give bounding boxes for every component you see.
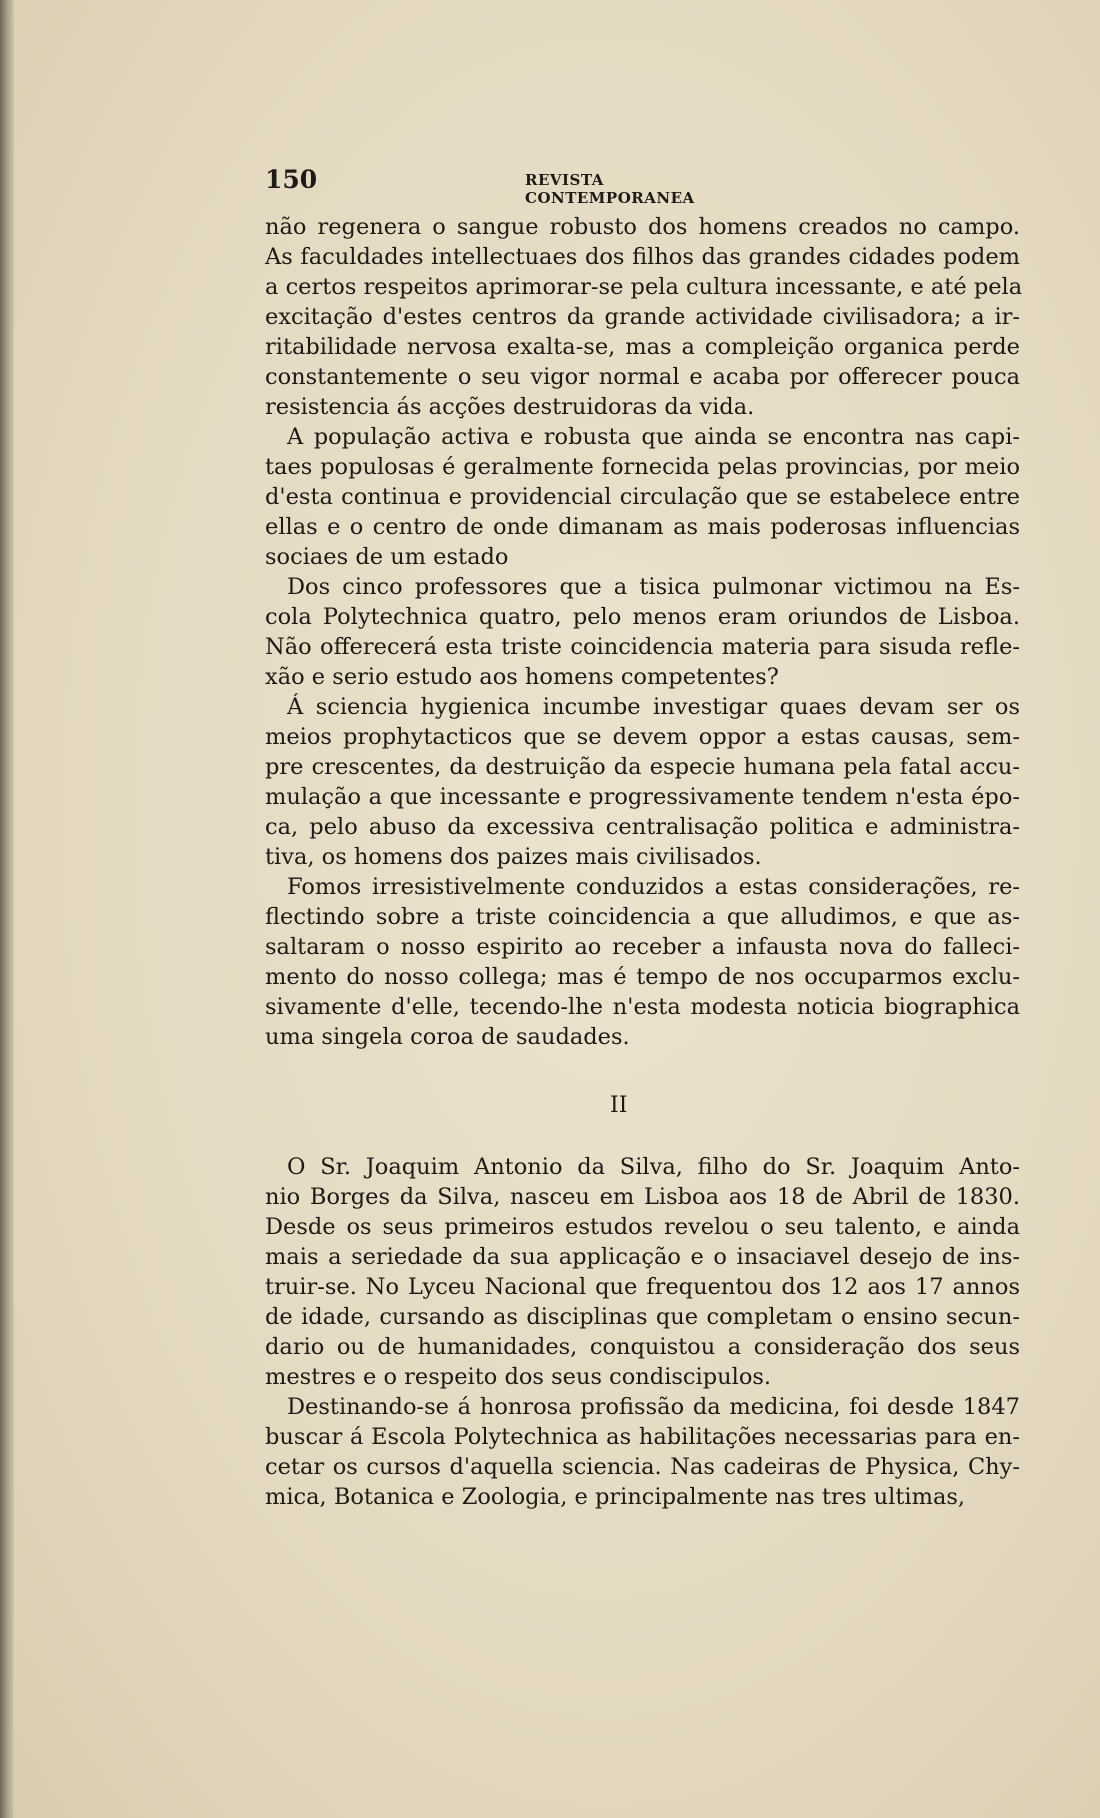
text-line: saltaram o nosso espirito ao receber a infausta nova do falleci- — [265, 934, 1020, 960]
text-line: Dos cinco professores que a tisica pulmonar victimou na Es- — [287, 574, 1020, 600]
page-header — [265, 165, 775, 207]
text-line: dario ou de humanidades, conquistou a consideração dos seus — [265, 1334, 1020, 1360]
paragraph — [265, 1392, 1020, 1512]
text-line: Não offerecerá esta triste coincidencia materia para sisuda refle- — [265, 634, 1020, 660]
paragraph — [265, 692, 1020, 872]
text-line: ellas e o centro de onde dimanam as mais poderosas influencias — [265, 514, 1020, 540]
text-line: mestres e o respeito dos seus condiscipulos. — [265, 1364, 772, 1390]
text-line: sivamente d'elle, tecendo-lhe n'esta modesta noticia biographica — [265, 994, 1020, 1020]
text-line: a certos respeitos aprimorar-se pela cultura incessante, e até pela — [265, 274, 1023, 300]
paragraph — [265, 872, 1020, 1052]
text-line: nio Borges da Silva, nasceu em Lisboa aos 18 de Abril de 1830. — [265, 1184, 1020, 1210]
text-line: buscar á Escola Polytechnica as habilitações necessarias para en- — [265, 1424, 1020, 1450]
text-line: constantemente o seu vigor normal e acaba por offerecer pouca — [265, 364, 1020, 390]
text-line: uma singela coroa de saudades. — [265, 1024, 630, 1050]
page-number: 150 — [265, 165, 318, 194]
text-line: ritabilidade nervosa exalta-se, mas a compleição organica perde — [265, 334, 1020, 360]
text-line: O Sr. Joaquim Antonio da Silva, filho do Sr. Joaquim Anto- — [287, 1154, 1020, 1180]
text-line: Á sciencia hygienica incumbe investigar quaes devam ser os — [287, 694, 1020, 720]
section-heading: II — [610, 1093, 628, 1118]
text-line: mica, Botanica e Zoologia, e principalmente nas tres ultimas, — [265, 1484, 966, 1510]
text-line: A população activa e robusta que ainda se encontra nas capi- — [287, 424, 1020, 450]
text-line: Destinando-se á honrosa profissão da medicina, foi desde 1847 — [287, 1394, 1020, 1420]
text-line: cetar os cursos d'aquella sciencia. Nas cadeiras de Physica, Chy- — [265, 1454, 1020, 1480]
text-line: d'esta continua e providencial circulação que se estabelece entre — [265, 484, 1020, 510]
text-line: pre crescentes, da destruição da especie humana pela fatal accu- — [265, 754, 1020, 780]
text-line: não regenera o sangue robusto dos homens creados no campo. — [265, 214, 1020, 240]
text-line: resistencia ás acções destruidoras da vida. — [265, 394, 755, 420]
text-line: cola Polytechnica quatro, pelo menos eram oriundos de Lisboa. — [265, 604, 1020, 630]
page-binding-edge — [0, 0, 14, 1818]
paragraph — [265, 212, 1023, 422]
text-line: mais a seriedade da sua applicação e o insaciavel desejo de ins- — [265, 1244, 1020, 1270]
text-line: xão e serio estudo aos homens competentes? — [265, 664, 779, 690]
text-line: truir-se. No Lyceu Nacional que frequentou dos 12 aos 17 annos — [265, 1274, 1020, 1300]
text-line: Fomos irresistivelmente conduzidos a estas considerações, re- — [287, 874, 1020, 900]
text-line: de idade, cursando as disciplinas que completam o ensino secun- — [265, 1304, 1020, 1330]
text-line: tiva, os homens dos paizes mais civilisados. — [265, 844, 762, 870]
text-line: ca, pelo abuso da excessiva centralisação politica e administra- — [265, 814, 1020, 840]
text-line: taes populosas é geralmente fornecida pelas provincias, por meio — [265, 454, 1020, 480]
paragraph — [265, 422, 1020, 572]
text-line: mulação a que incessante e progressivamente tendem n'esta épo- — [265, 784, 1020, 810]
text-line: As faculdades intellectuaes dos filhos das grandes cidades podem — [265, 244, 1020, 270]
paragraph — [265, 1152, 1020, 1392]
text-line: excitação d'estes centros da grande actividade civilisadora; a ir- — [265, 304, 1020, 330]
text-line: meios prophytacticos que se devem oppor a estas causas, sem- — [265, 724, 1020, 750]
text-block-section-ii — [265, 1152, 1020, 1512]
text-line: sociaes de um estado — [265, 544, 509, 570]
text-block-before-section — [265, 212, 1023, 1052]
running-title: REVISTA CONTEMPORANEA — [525, 171, 695, 207]
paragraph — [265, 572, 1020, 692]
text-line: Desde os seus primeiros estudos revelou o seu talento, e ainda — [265, 1214, 1020, 1240]
text-line: mento do nosso collega; mas é tempo de nos occuparmos exclu- — [265, 964, 1020, 990]
text-line: flectindo sobre a triste coincidencia a que alludimos, e que as- — [265, 904, 1020, 930]
